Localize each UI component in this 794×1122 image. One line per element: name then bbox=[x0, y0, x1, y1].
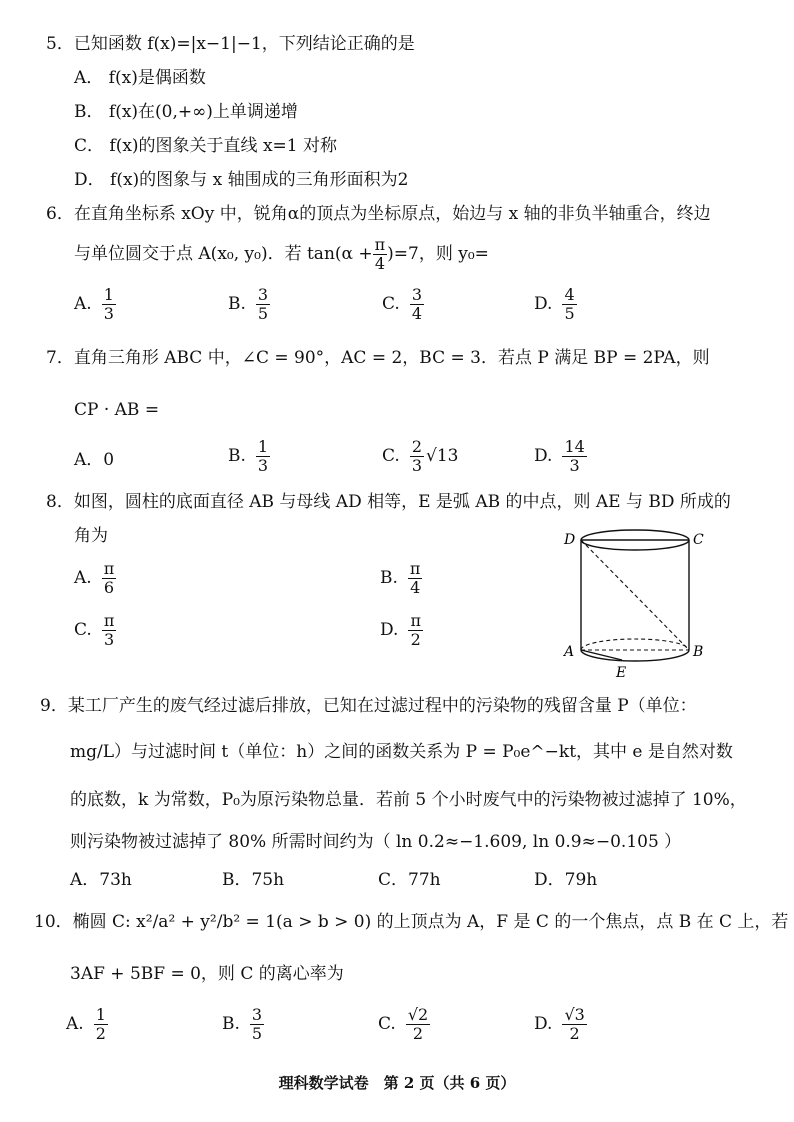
q9-option-d: D．79h bbox=[534, 870, 598, 890]
q6-line2-b: )=7，则 y₀= bbox=[387, 243, 489, 264]
cylinder-figure bbox=[560, 524, 710, 680]
q8-d-num: π bbox=[410, 611, 421, 630]
q9-line3: 的底数，k 为常数，P₀为原污染物总量．若前 5 个小时废气中的污染物被过滤掉了 10%， bbox=[70, 790, 747, 810]
q10-option-c-frac bbox=[406, 1006, 430, 1042]
q6-d-num: 4 bbox=[564, 285, 575, 304]
q6-line2-frac-num: π bbox=[374, 235, 386, 254]
q7-d-num: 14 bbox=[564, 437, 585, 456]
q6-option-d-label: D. bbox=[534, 294, 553, 315]
q10-d-num: √3 bbox=[564, 1005, 585, 1024]
q10-option-a bbox=[66, 1006, 108, 1042]
q9-option-b: B．75h bbox=[222, 870, 285, 890]
q10-option-a-frac bbox=[94, 1006, 108, 1042]
q6-option-a-label: A. bbox=[74, 294, 92, 315]
q8-option-b-frac bbox=[408, 560, 423, 596]
q5-stem: 5．已知函数 f(x)=|x−1|−1，下列结论正确的是 bbox=[46, 34, 415, 54]
q10-d-den: 2 bbox=[569, 1023, 580, 1043]
q7-c-den: 3 bbox=[411, 455, 422, 475]
q7-c-num: 2 bbox=[411, 437, 422, 456]
cylinder-bottom-front-arc bbox=[581, 650, 689, 661]
segment-db bbox=[581, 540, 689, 650]
q10-a-den: 2 bbox=[95, 1023, 106, 1043]
q6-a-num: 1 bbox=[103, 285, 114, 304]
q6-option-a-frac bbox=[102, 286, 116, 322]
q6-b-num: 3 bbox=[257, 285, 269, 304]
q7-option-b-label: B. bbox=[228, 446, 246, 467]
q6-line2-a: 与单位圆交于点 A(x₀, y₀)．若 tan(α + bbox=[74, 243, 373, 264]
q8-option-a bbox=[74, 560, 116, 596]
q10-option-a-label: A. bbox=[66, 1014, 84, 1035]
q8-b-den: 4 bbox=[410, 577, 421, 597]
q10-line1: 10．椭圆 C: x²/a² + y²/b² = 1(a > b > 0) 的上顶点为 A，F 是 C 的一个焦点，点 B 在 C 上，若 bbox=[34, 912, 789, 932]
q5-option-d: D． f(x)的图象与 x 轴围成的三角形面积为2 bbox=[74, 170, 409, 190]
q9-line1: 9．某工厂产生的废气经过滤后排放，已知在过滤过程中的污染物的残留含量 P（单位： bbox=[40, 696, 697, 716]
q5-option-b: B． f(x)在(0,+∞)上单调递增 bbox=[74, 102, 298, 122]
q6-option-c-frac bbox=[410, 286, 424, 322]
q9-option-c: C．77h bbox=[378, 870, 441, 890]
q6-option-c bbox=[382, 286, 424, 322]
q7-option-c-tail: √13 bbox=[426, 446, 459, 467]
q6-option-b bbox=[228, 286, 270, 322]
q6-option-d-frac bbox=[562, 286, 576, 322]
q6-option-b-label: B. bbox=[228, 294, 246, 315]
q10-c-num: √2 bbox=[407, 1005, 429, 1024]
q10-option-c-label: C. bbox=[378, 1014, 396, 1035]
q8-option-b bbox=[380, 560, 422, 596]
q8-a-num: π bbox=[103, 559, 115, 578]
q7-option-d-frac bbox=[562, 438, 586, 474]
q10-option-b bbox=[222, 1006, 264, 1042]
q5-option-a: A． f(x)是偶函数 bbox=[74, 68, 206, 88]
q8-c-den: 3 bbox=[103, 629, 115, 649]
q7-option-a: A．0 bbox=[74, 450, 115, 470]
q7-option-b-frac bbox=[256, 438, 270, 474]
label-d: D bbox=[564, 532, 576, 548]
label-e: E bbox=[616, 665, 627, 680]
q6-option-b-frac bbox=[256, 286, 270, 322]
q8-option-a-label: A. bbox=[74, 568, 92, 589]
q8-option-d-frac bbox=[408, 612, 423, 648]
q9-option-a: A．73h bbox=[70, 870, 132, 890]
q6-line2-fraction bbox=[373, 236, 388, 272]
q8-option-c-label: C. bbox=[74, 620, 92, 641]
q6-c-num: 3 bbox=[411, 285, 422, 304]
q7-option-c-label: C. bbox=[382, 446, 400, 467]
q9-line4: 则污染物被过滤掉了 80% 所需时间约为（ ln 0.2≈−1.609, ln 0.9≈−0.105 ） bbox=[70, 832, 682, 852]
q8-option-b-label: B. bbox=[380, 568, 398, 589]
label-c: C bbox=[693, 532, 704, 548]
q7-b-num: 1 bbox=[257, 437, 269, 456]
q6-option-d bbox=[534, 286, 577, 322]
q6-c-den: 4 bbox=[411, 303, 422, 323]
q8-line2: 角为 bbox=[74, 526, 108, 546]
q6-line1: 6．在直角坐标系 xOy 中，锐角α的顶点为坐标原点，始边与 x 轴的非负半轴重合，终边 bbox=[46, 204, 711, 224]
q10-option-b-label: B. bbox=[222, 1014, 240, 1035]
cylinder-bottom-back-arc bbox=[581, 639, 689, 650]
q6-b-den: 5 bbox=[257, 303, 269, 323]
q10-option-d-label: D. bbox=[534, 1014, 553, 1035]
label-a: A bbox=[564, 644, 575, 660]
page-footer: 理科数学试卷 第 2 页（共 6 页） bbox=[278, 1074, 516, 1092]
q6-line2 bbox=[74, 236, 489, 272]
label-b: B bbox=[693, 644, 704, 660]
q7-line2: CP · AB = bbox=[74, 400, 160, 420]
q10-option-b-frac bbox=[250, 1006, 264, 1042]
q6-option-c-label: C. bbox=[382, 294, 400, 315]
q10-a-num: 1 bbox=[95, 1005, 106, 1024]
q8-option-d-label: D. bbox=[380, 620, 399, 641]
q8-b-num: π bbox=[409, 559, 421, 578]
q7-option-c bbox=[382, 438, 458, 474]
q6-line2-frac-den: 4 bbox=[374, 253, 385, 273]
q7-option-d-label: D. bbox=[534, 446, 553, 467]
q10-option-d bbox=[534, 1006, 587, 1042]
q7-b-den: 3 bbox=[257, 455, 269, 475]
q5-option-c: C． f(x)的图象关于直线 x=1 对称 bbox=[74, 136, 338, 156]
q6-a-den: 3 bbox=[103, 303, 114, 323]
q8-option-a-frac bbox=[102, 560, 117, 596]
q10-c-den: 2 bbox=[412, 1023, 424, 1043]
q9-line2: mg/L）与过滤时间 t（单位：h）之间的函数关系为 P = P₀e^−kt，其中 e 是自然对数 bbox=[70, 742, 733, 762]
q7-option-b bbox=[228, 438, 270, 474]
q6-d-den: 5 bbox=[564, 303, 575, 323]
q8-line1: 8．如图，圆柱的底面直径 AB 与母线 AD 相等，E 是弧 AB 的中点，则 AE 与 BD 所成的 bbox=[46, 492, 731, 512]
q10-option-c bbox=[378, 1006, 430, 1042]
q7-line1: 7．直角三角形 ABC 中，∠C = 90°，AC = 2，BC = 3．若点 P 满足 BP = 2PA，则 bbox=[46, 348, 710, 368]
q8-d-den: 2 bbox=[410, 629, 421, 649]
q10-b-num: 3 bbox=[251, 1005, 263, 1024]
q7-option-c-frac bbox=[410, 438, 424, 474]
q8-option-c-frac bbox=[102, 612, 117, 648]
q10-option-d-frac bbox=[562, 1006, 586, 1042]
q7-option-d bbox=[534, 438, 587, 474]
q8-option-d bbox=[380, 612, 423, 648]
q8-a-den: 6 bbox=[103, 577, 115, 597]
q10-b-den: 5 bbox=[251, 1023, 263, 1043]
q8-option-c bbox=[74, 612, 116, 648]
q10-line2: 3AF + 5BF = 0，则 C 的离心率为 bbox=[70, 964, 344, 984]
q8-c-num: π bbox=[103, 611, 115, 630]
q7-d-den: 3 bbox=[569, 455, 580, 475]
q6-option-a bbox=[74, 286, 116, 322]
